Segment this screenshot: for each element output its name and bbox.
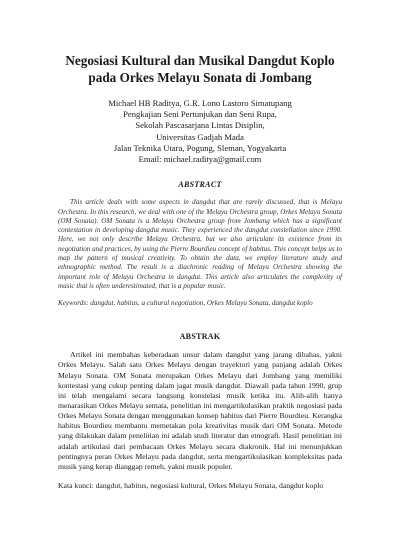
affiliation-line-1: Pengkajian Seni Pertunjukan dan Seni Rupa,: [123, 109, 277, 120]
abstract-english: This article deals with some aspects in dangdut that are rarely discussed, that is Melayu Orchestra. In this research, we deal with one of the Melayu Orchestra group, Orkes Melayu Sonata (OM Sonata). OM Sonata is a Melayu Orchestra group from Jombang which has a significant contestation in developing dangdut music. They experienced the dangdut constellation since 1990. Here, we not only describe Melayu Orchestra, but we also articulate its existence from its negotiation and practices, by using the Pierre Bourdieu concept of habitus. This concept helps us to map the pattern of musical creativity. To obtain the data, we employ literature study and ethnographic method. The result is a diachronic reading of Melayu Orchestra showing the important role of Melayu Orchestra in dangdut. This article also articulates the complexity of music that is often underestimated, that is a popular music.: [58, 198, 342, 290]
abstrak-heading: ABSTRAK: [179, 332, 221, 342]
keywords-english: Keywords: dangdut, habitus, a cultural negotiation, Orkes Melayu Sonata, dangdut koplo: [58, 299, 313, 308]
abstract-heading: ABSTRACT: [178, 180, 222, 190]
keywords-indonesian: Kata kunci: dangdut, habitus, negosiasi kultural, Orkes Melayu Sonata, dangdut koplo: [58, 481, 324, 491]
title-line-2: pada Orkes Melayu Sonata di Jombang: [88, 70, 312, 85]
address-line: Jalan Teknika Utara, Pogung, Sleman, Yogyakarta: [113, 142, 287, 153]
abstrak-indonesian: Artikel ini membahas keberadaan unsur dalam dangdut yang jarang dibahas, yakni Orkes Melayu. Salah satu Orkes Melayu dengan trayektori yang panjang adalah Orkes Melayu Sonata. OM Sonata merupakan Orkes Melayu dari Jombang yang memiliki kontestasi yang cukup penting dalam jagat musik dangdut. Diawali pada tahun 1990, grup ini telah mengalami secara langsung konstelasi musik ketika itu. Alih-alih hanya menarasikan Orkes Melayu semata, penelitian ini mengartikulasikan praktik negosiasi pada Orkes Melayu Sonata dengan menggunakan konsep habitus dari Pierre Bourdieu. Kerangka habitus Bourdieu membantu memetakan pola kreativitas musik dari OM Sonata. Metode yang dilakukan dalam penelitian ini adalah studi literatur dan etnografi. Hasil penelitian ini adalah artikulasi dari pembacaan Orkes Melayu secara diakronik. Hal ini menunjukkan pentingnya peran Orkes Melayu pada dangdut, serta mengartikulasikan kompleksitas pada musik yang kerap dianggap remeh, yakni musik populer.: [58, 350, 342, 471]
authors: Michael HB Raditya, G.R. Lono Lastoro Simatupang: [108, 98, 292, 108]
title-line-1: Negosiasi Kultural dan Musikal Dangdut Koplo: [65, 53, 335, 68]
affiliation-line-3: Universitas Gadjah Mada: [156, 131, 244, 142]
author-email: Email: michael.raditya@gmail.com: [138, 154, 262, 165]
author-block: [58, 98, 342, 165]
paper-title: [58, 0, 342, 86]
affiliation-line-2: Sekolah Pascasarjana Lintas Disiplin,: [135, 120, 265, 131]
